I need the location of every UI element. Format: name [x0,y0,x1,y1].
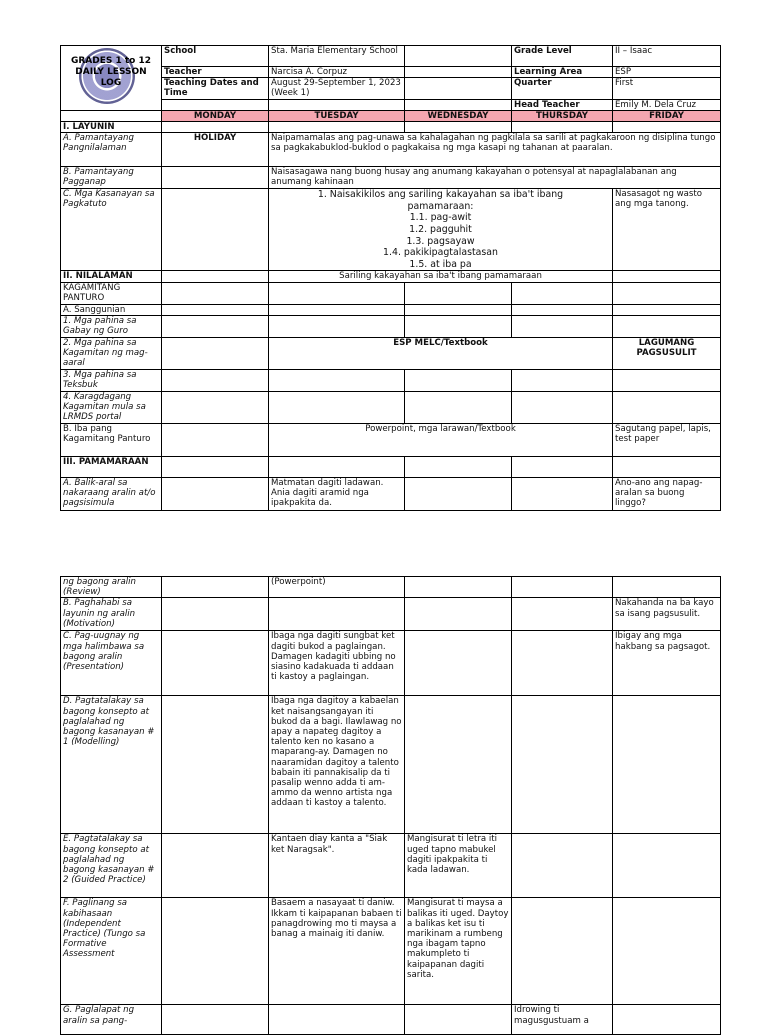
row-label-review: ng bagong aralin (Review) [61,577,162,598]
row-label-modelling: D. Pagtatalakay sa bagong konsepto at paglalahad ng bagong kasanayan # 1 (Modelling) [61,696,162,834]
section-layunin: I. LAYUNIN [61,122,162,133]
presentation-friday: Ibigay ang mga hakbang sa pagsagot. [613,631,721,696]
teaching-dates-value: August 29-September 1, 2023 (Week 1) [269,78,405,99]
row-label-iba-pang-kagamitan: B. Iba pang Kagamitang Panturo [61,423,162,456]
modelling-tuesday: Ibaga nga dagitoy a kabaelan ket naisangsangayan iti bukod da a bagi. Ilawlawag no apay a napateg dagitoy a talento ken no kasano a maparang-ay. Damagen no naaramidan dagitoy a talento babain iti pannakisalip da ti pasalip wenno adda ti am-ammo da wenno artista nga addaan ti kastoy a talento. [269,696,405,834]
lesson-log-table-page-2 [60,576,721,1035]
row-label-balik-aral: A. Balik-aral sa nakaraang aralin at/o pagsisimula [61,477,162,510]
grade-level-value: II – Isaac [613,46,721,67]
day-header-wednesday: WEDNESDAY [405,110,512,121]
row-label-sanggunian: A. Sanggunian [61,304,162,315]
mga-kasanayan-friday: Nasasagot ng wasto ang mga tanong. [613,189,721,271]
row-label-gabay-ng-guro: 1. Mga pahina sa Gabay ng Guro [61,315,162,337]
row-label-mga-kasanayan: C. Mga Kasanayan sa Pagkatuto [61,189,162,271]
lesson-log-table-page-1 [60,45,721,511]
holiday-label: HOLIDAY [162,133,269,167]
paglalapat-thursday: Idrowing ti magusgustuam a [512,1005,613,1035]
quarter-value: First [613,78,721,99]
quarter-label: Quarter [512,78,613,99]
iba-pang-kagamitan-text: Powerpoint, mga larawan/Textbook [269,423,613,456]
head-teacher-label: Head Teacher [512,99,613,110]
empty-cell [162,99,269,110]
balik-aral-tuesday: Matmatan dagiti ladawan. Ania dagiti aramid nga ipakpakita da. [269,477,405,510]
row-label-lrmds-portal: 4. Karagdagang Kagamitan mula sa LRMDS portal [61,391,162,423]
motivation-friday: Nakahanda na ba kayo sa isang pagsusulit. [613,598,721,631]
esp-melc-textbook: ESP MELC/Textbook [269,337,613,369]
section-nilalaman: II. NILALAMAN [61,271,162,282]
independent-practice-wednesday: Mangisurat ti maysa a balikas iti uged. Daytoy a balikas ket isu ti marikinam a rumbeng nga ibagam tapno makumpleto ti kaipapanan dagiti sarita. [405,898,512,1005]
school-value: Sta. Maria Elementary School [269,46,405,67]
row-label-independent-practice: F. Paglinang sa kabihasaan (Independent Practice) (Tungo sa Formative Assessment [61,898,162,1005]
guided-practice-wednesday: Mangisurat ti letra iti uged tapno mabukel dagiti ipakpakita ti kada ladawan. [405,834,512,898]
independent-practice-tuesday: Basaem a nasayaat ti daniw. Ikkam ti kaipapanan babaen ti panagdrowing mo ti maysa a banag a mainaig iti daniw. [269,898,405,1005]
grade-level-label: Grade Level [512,46,613,67]
dll-title: GRADES 1 to 12 DAILY LESSON LOG [70,56,152,88]
iba-pang-kagamitan-friday: Sagutang papel, lapis, test paper [613,423,721,456]
day-header-tuesday: TUESDAY [269,110,405,121]
teacher-label: Teacher [162,67,269,78]
section-pamamaraan: III. PAMAMARAAN [61,456,162,477]
empty-cell [269,99,405,110]
row-label-teksbuk: 3. Mga pahina sa Teksbuk [61,369,162,391]
school-label: School [162,46,269,67]
balik-aral-friday: Ano-ano ang napag-aralan sa buong linggo? [613,477,721,510]
row-label-kagamitan-ng-mag-aaral: 2. Mga pahina sa Kagamitan ng mag-aaral [61,337,162,369]
pamantayang-pangnilalaman-text: Naipamamalas ang pag-unawa sa kahalagahan ng pagkilala sa sarili at pagkakaroon ng disiplina tungo sa pagkakabuklod-buklod o pagkakaisa ng mga kasapi ng tahanan at paaralan. [269,133,721,167]
day-header-friday: FRIDAY [613,110,721,121]
empty-cell [61,110,162,121]
empty-cell [405,78,512,99]
row-label-motivation: B. Paghahabi sa layunin ng aralin (Motivation) [61,598,162,631]
row-label-guided-practice: E. Pagtatalakay sa bagong konsepto at paglalahad ng bagong kasanayan # 2 (Guided Practice) [61,834,162,898]
learning-area-value: ESP [613,67,721,78]
guided-practice-tuesday: Kantaen diay kanta a "Siak ket Naragsak". [269,834,405,898]
dll-logo [61,46,162,111]
empty-cell [405,67,512,78]
row-label-paglalapat: G. Paglalapat ng aralin sa pang- [61,1005,162,1035]
row-label-pamantayang-pangnilalaman: A. Pamantayang Pangnilalaman [61,133,162,167]
head-teacher-value: Emily M. Dela Cruz [613,99,721,110]
row-label-kagamitang-panturo: KAGAMITANG PANTURO [61,282,162,304]
day-header-thursday: THURSDAY [512,110,613,121]
review-tuesday: (Powerpoint) [269,577,405,598]
row-label-pamantayang-pagganap: B. Pamantayang Pagganap [61,167,162,189]
empty-cell [405,99,512,110]
presentation-tuesday: Ibaga nga dagiti sungbat ket dagiti bukod a paglaingan. Damagen kadagiti ubbing no siasino kadakuada ti addaan ti kastoy a paglaingan. [269,631,405,696]
empty-cell [405,46,512,67]
teaching-dates-label: Teaching Dates and Time [162,78,269,99]
mga-kasanayan-text: 1. Naisakikilos ang sariling kakayahan sa iba't ibang pamamaraan: 1.1. pag-awit 1.2. pagguhit 1.3. pagsayaw 1.4. pakikipagtalastasan 1.5. at iba pa [269,189,613,271]
learning-area-label: Learning Area [512,67,613,78]
lagumang-pagsusulit: LAGUMANG PAGSUSULIT [613,337,721,369]
row-label-presentation: C. Pag-uugnay ng mga halimbawa sa bagong aralin (Presentation) [61,631,162,696]
day-header-monday: MONDAY [162,110,269,121]
nilalaman-text: Sariling kakayahan sa iba't ibang pamamaraan [269,271,613,282]
teacher-value: Narcisa A. Corpuz [269,67,405,78]
pamantayang-pagganap-text: Naisasagawa nang buong husay ang anumang kakayahan o potensyal at napaglalabanan ang anumang kahinaan [269,167,721,189]
